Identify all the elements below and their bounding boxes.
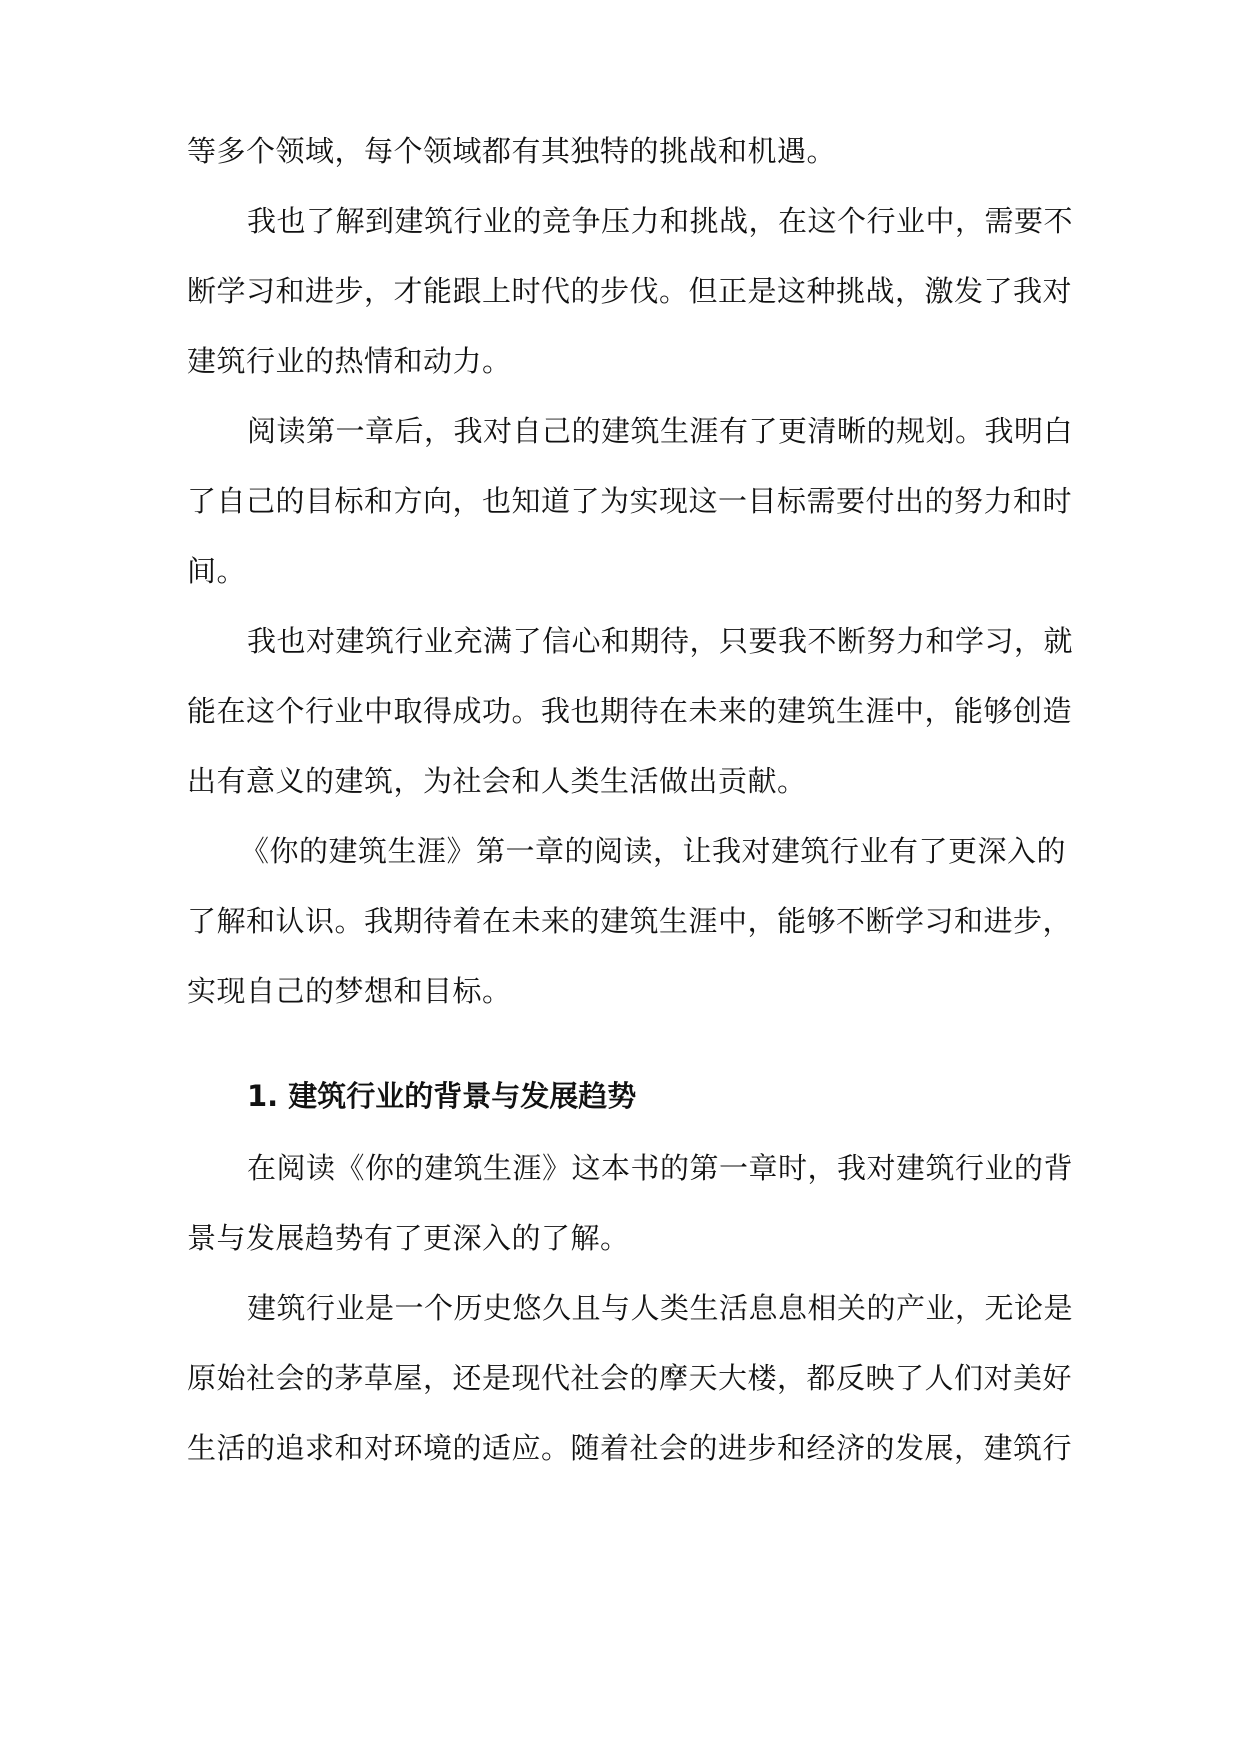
paragraph-6-line-1: 在阅读《你的建筑生涯》这本书的第一章时，我对建筑行业的背 bbox=[247, 1151, 1074, 1185]
paragraph-7-line-2: 原始社会的茅草屋，还是现代社会的摩天大楼，都反映了人们对美好 bbox=[187, 1361, 1073, 1395]
paragraph-5-line-2: 了解和认识。我期待着在未来的建筑生涯中，能够不断学习和进步， bbox=[187, 904, 1073, 938]
paragraph-4-line-3: 出有意义的建筑，为社会和人类生活做出贡献。 bbox=[187, 764, 807, 798]
paragraph-4-line-2: 能在这个行业中取得成功。我也期待在未来的建筑生涯中，能够创造 bbox=[187, 694, 1073, 728]
paragraph-6-line-2: 景与发展趋势有了更深入的了解。 bbox=[187, 1221, 630, 1255]
paragraph-7-line-1: 建筑行业是一个历史悠久且与人类生活息息相关的产业，无论是 bbox=[247, 1291, 1074, 1325]
paragraph-7-line-3: 生活的追求和对环境的适应。随着社会的进步和经济的发展，建筑行 bbox=[187, 1431, 1073, 1465]
paragraph-1-line-1: 等多个领域，每个领域都有其独特的挑战和机遇。 bbox=[187, 134, 837, 168]
paragraph-3-line-2: 了自己的目标和方向，也知道了为实现这一目标需要付出的努力和时 bbox=[187, 484, 1073, 518]
paragraph-2-line-1: 我也了解到建筑行业的竞争压力和挑战，在这个行业中，需要不 bbox=[247, 204, 1074, 238]
paragraph-5-line-1: 《你的建筑生涯》第一章的阅读，让我对建筑行业有了更深入的 bbox=[240, 834, 1067, 868]
paragraph-3-line-1: 阅读第一章后，我对自己的建筑生涯有了更清晰的规划。我明白 bbox=[247, 414, 1074, 448]
paragraph-5-line-3: 实现自己的梦想和目标。 bbox=[187, 974, 512, 1008]
paragraph-2-line-2: 断学习和进步，才能跟上时代的步伐。但正是这种挑战，激发了我对 bbox=[187, 274, 1073, 308]
paragraph-3-line-3: 间。 bbox=[187, 554, 247, 588]
section-heading: 1. 建筑行业的背景与发展趋势 bbox=[247, 1079, 637, 1113]
paragraph-4-line-1: 我也对建筑行业充满了信心和期待，只要我不断努力和学习，就 bbox=[247, 624, 1074, 658]
paragraph-2-line-3: 建筑行业的热情和动力。 bbox=[187, 344, 512, 378]
